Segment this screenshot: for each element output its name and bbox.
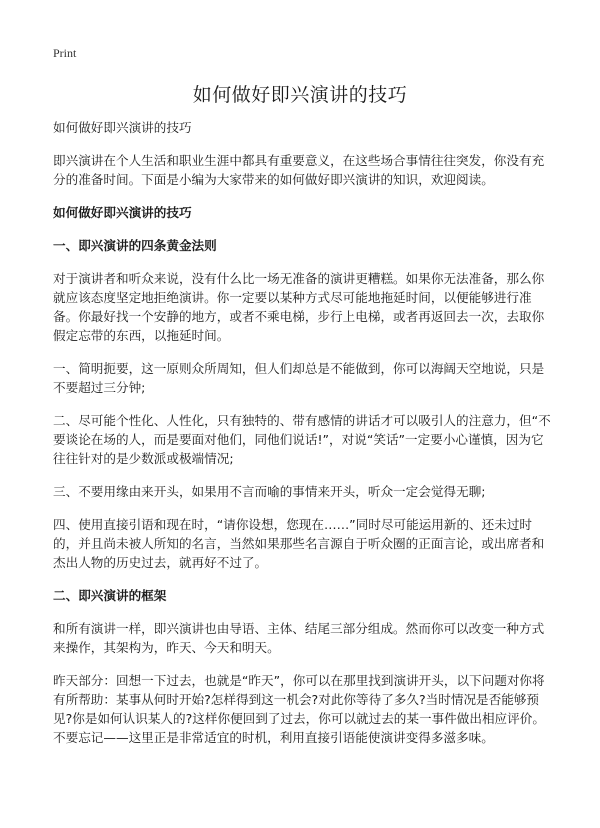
article-body <box>53 118 553 761</box>
section2-heading: 二、即兴演讲的框架 <box>53 588 167 603</box>
rule-4: 四、使用直接引语和现在时，“请你设想，您现在……”同时尽可能运用新的、还未过时的，并且尚未被人所知的名言，当然如果那些名言源自于听众圈的正面言论，或出席者和杰出人物的历史过去，就再好不过了。 <box>53 517 545 570</box>
section2-paragraph-1: 和所有演讲一样，即兴演讲也由导语、主体、结尾三部分组成。然而你可以改变一种方式来操作，其架构为，昨天、今天和明天。 <box>53 621 545 655</box>
page-title: 如何做好即兴演讲的技巧 <box>192 84 408 106</box>
main-heading: 如何做好即兴演讲的技巧 <box>53 205 192 220</box>
rule-3: 三、不要用缘由来开头，如果用不言而喻的事情来开头，听众一定会觉得无聊; <box>53 484 486 499</box>
section2-paragraph-2: 昨天部分：回想一下过去，也就是“昨天”，你可以在那里找到演讲开头，以下问题对你将有所帮助：某事从何时开始?怎样得到这一机会?对此你等待了多久?当时情况是否能够预见?你是如何认识某人的?这样你便回到了过去，你可以就过去的某一事件做出相应评价。不要忘记——这里正是非常适宜的时机，利用直接引语能使演讲变得多滋多味。 <box>53 673 545 745</box>
rule-2: 二、尽可能个性化、人性化，只有独特的、带有感情的讲话才可以吸引人的注意力，但“不要谈论在场的人，而是要面对他们，同他们说话!”，对说“笑话”一定要小心谨慎，因为它往往针对的是少数派或极端情况; <box>53 413 551 466</box>
article-subtitle: 如何做好即兴演讲的技巧 <box>53 120 192 135</box>
print-link[interactable]: Print <box>53 46 77 60</box>
section1-paragraph: 对于演讲者和听众来说，没有什么比一场无准备的演讲更糟糕。如果你无法准备，那么你就应该态度坚定地拒绝演讲。你一定要以某种方式尽可能地拖延时间，以便能够进行准备。你最好找一个安静的地方，或者不乘电梯，步行上电梯，或者再返回去一次，去取你假定忘带的东西，以拖延时间。 <box>53 271 545 343</box>
rule-1: 一、简明扼要，这一原则众所周知，但人们却总是不能做到，你可以海阔天空地说，只是不要超过三分钟; <box>53 361 545 395</box>
intro-paragraph: 即兴演讲在个人生活和职业生涯中都具有重要意义，在这些场合事情往往突发，你没有充分的准备时间。下面是小编为大家带来的如何做好即兴演讲的知识，欢迎阅读。 <box>53 153 545 187</box>
section1-heading: 一、即兴演讲的四条黄金法则 <box>53 238 217 253</box>
